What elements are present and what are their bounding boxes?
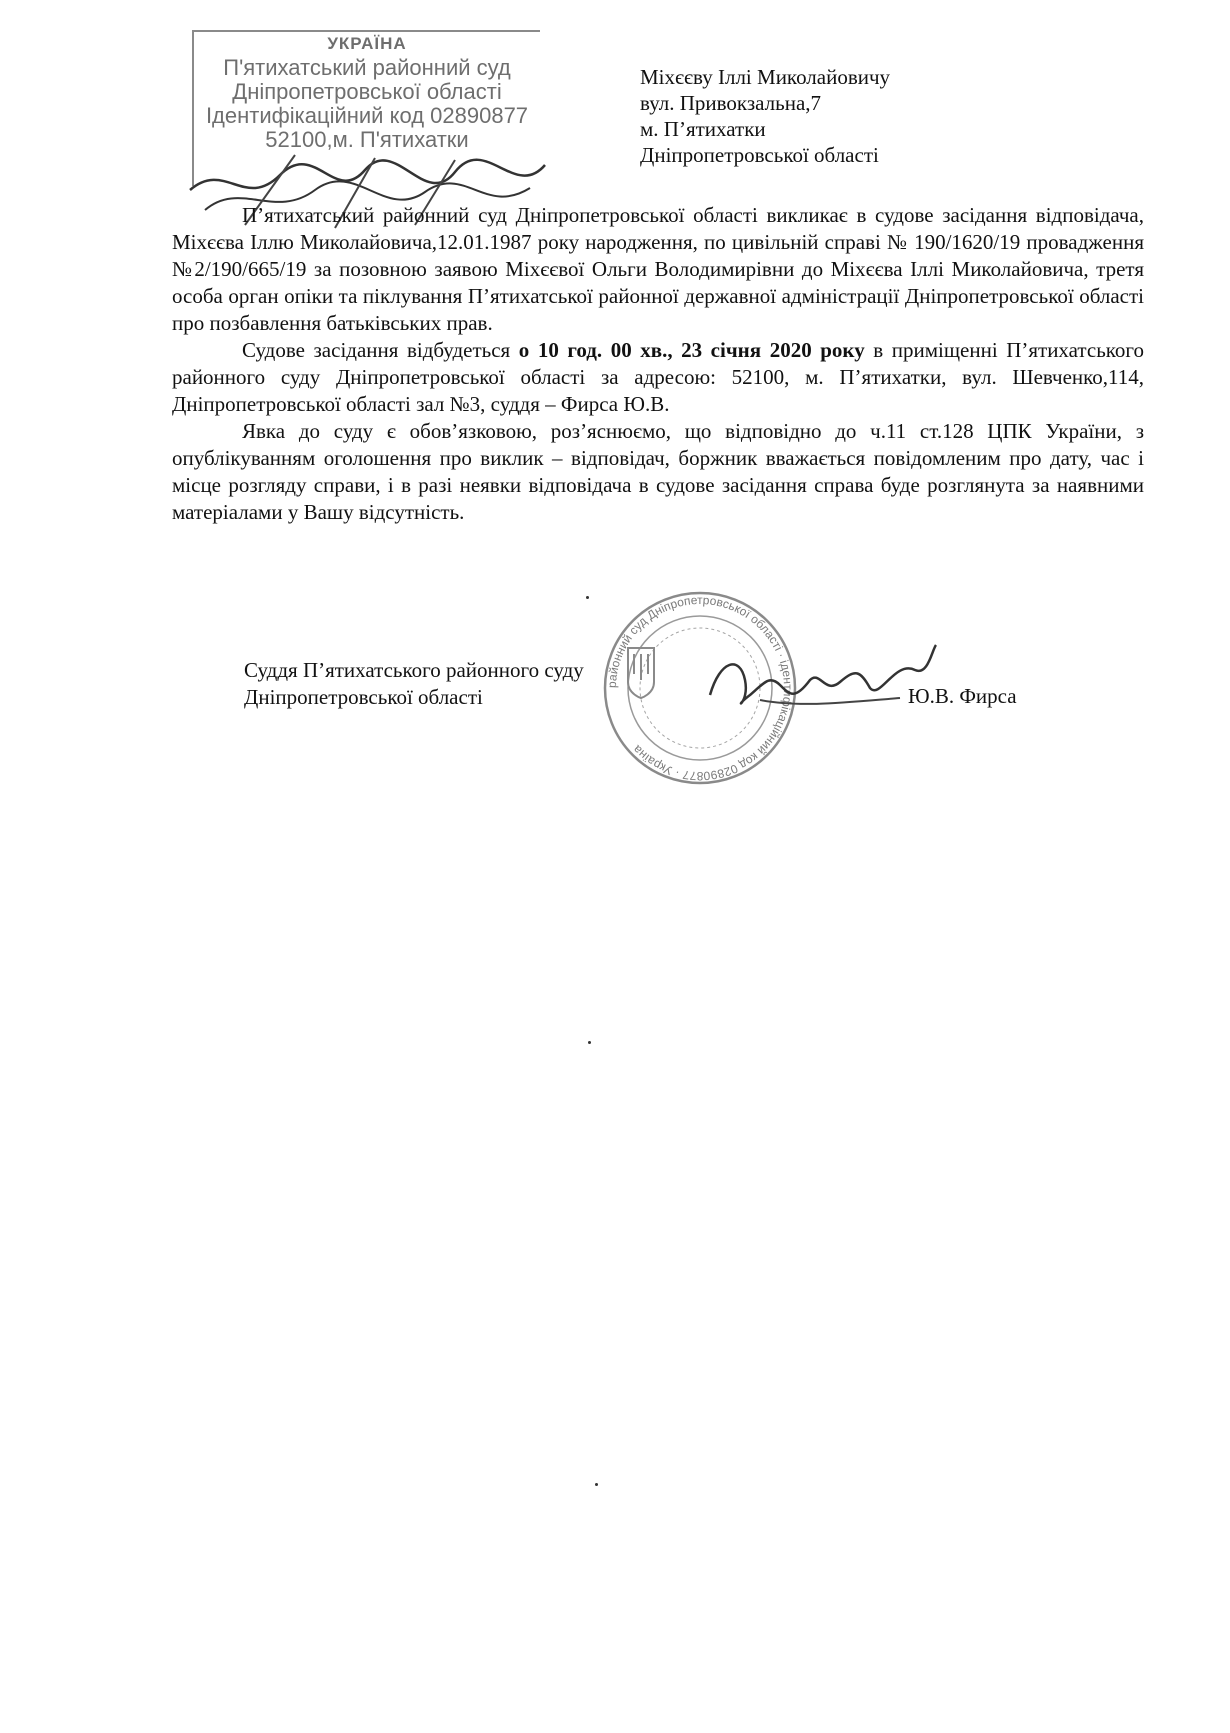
stamp-court-name: П'ятихатський районний суд <box>223 55 511 80</box>
summons-body <box>172 202 1144 526</box>
recipient-address <box>640 64 890 168</box>
summons-paragraph-3: Явка до суду є обов’язковою, роз’яснюємо, що відповідно до ч.11 ст.128 ЦПК України, з опублікуванням оголошення про виклик – відповідач, боржник вважається повідомленим про дату, час і місце розгляду справи, і в разі неявки відповідача в судове засідання справа буде розглянута за наявними матеріалами у Вашу відсутність. <box>172 419 1144 524</box>
recipient-name: Міхєєву Іллі Миколайовичу <box>640 65 891 89</box>
scan-speck <box>588 1041 591 1044</box>
hearing-location-text: в приміщенні П’ятихатського районного суду Дніпропетровської області за адресою: 52100, м. П’ятихатки, вул. Шевченко,114, Дніпропетровської області зал №3, суддя – Фирса Ю.В. <box>172 338 1144 416</box>
judge-title-line-1: Суддя П’ятихатського районного суду <box>244 658 584 682</box>
stamp-country: УКРАЇНА <box>327 34 407 53</box>
office-stamp <box>192 30 540 186</box>
scan-speck <box>586 596 589 599</box>
summons-paragraph-1: П’ятихатський районний суд Дніпропетровської області викликає в судове засідання відповідача, Міхєєва Іллю Миколайовича,12.01.1987 року народження, по цивільній справі № 190/1620/19 провадження №2/190/665/19 за позовною заявою Міхєєвої Ольги Володимирівни до Міхєєва Іллі Миколайовича, третя особа орган опіки та піклування П’ятихатської районної державної адміністрації Дніпропетровської області про позбавлення батьківських прав. <box>172 203 1144 335</box>
judge-signature <box>700 640 940 730</box>
judge-title-line-2: Дніпропетровської області <box>244 685 483 709</box>
hearing-intro-text: Судове засідання відбудеться <box>242 338 519 362</box>
seal-ring-text: районний суд Дніпропетровської області · ідентифікаційний код 02890877 · Україна <box>604 592 796 784</box>
stamp-address: 52100,м. П'ятихатки <box>265 127 469 152</box>
stamp-id-code: Ідентифікаційний код 02890877 <box>205 103 529 128</box>
judge-name: Ю.В. Фирса <box>908 684 1017 708</box>
stamp-region: Дніпропетровської області <box>232 79 502 104</box>
summons-paragraph-2 <box>172 337 1144 418</box>
recipient-city: м. П’ятихатки <box>640 117 766 141</box>
recipient-street: вул. Привокзальна,7 <box>640 91 822 115</box>
scan-speck <box>595 1483 598 1486</box>
hearing-datetime: о 10 год. 00 хв., 23 січня 2020 року <box>518 338 865 362</box>
recipient-region: Дніпропетровської області <box>640 143 879 167</box>
judge-title-block <box>244 657 584 711</box>
